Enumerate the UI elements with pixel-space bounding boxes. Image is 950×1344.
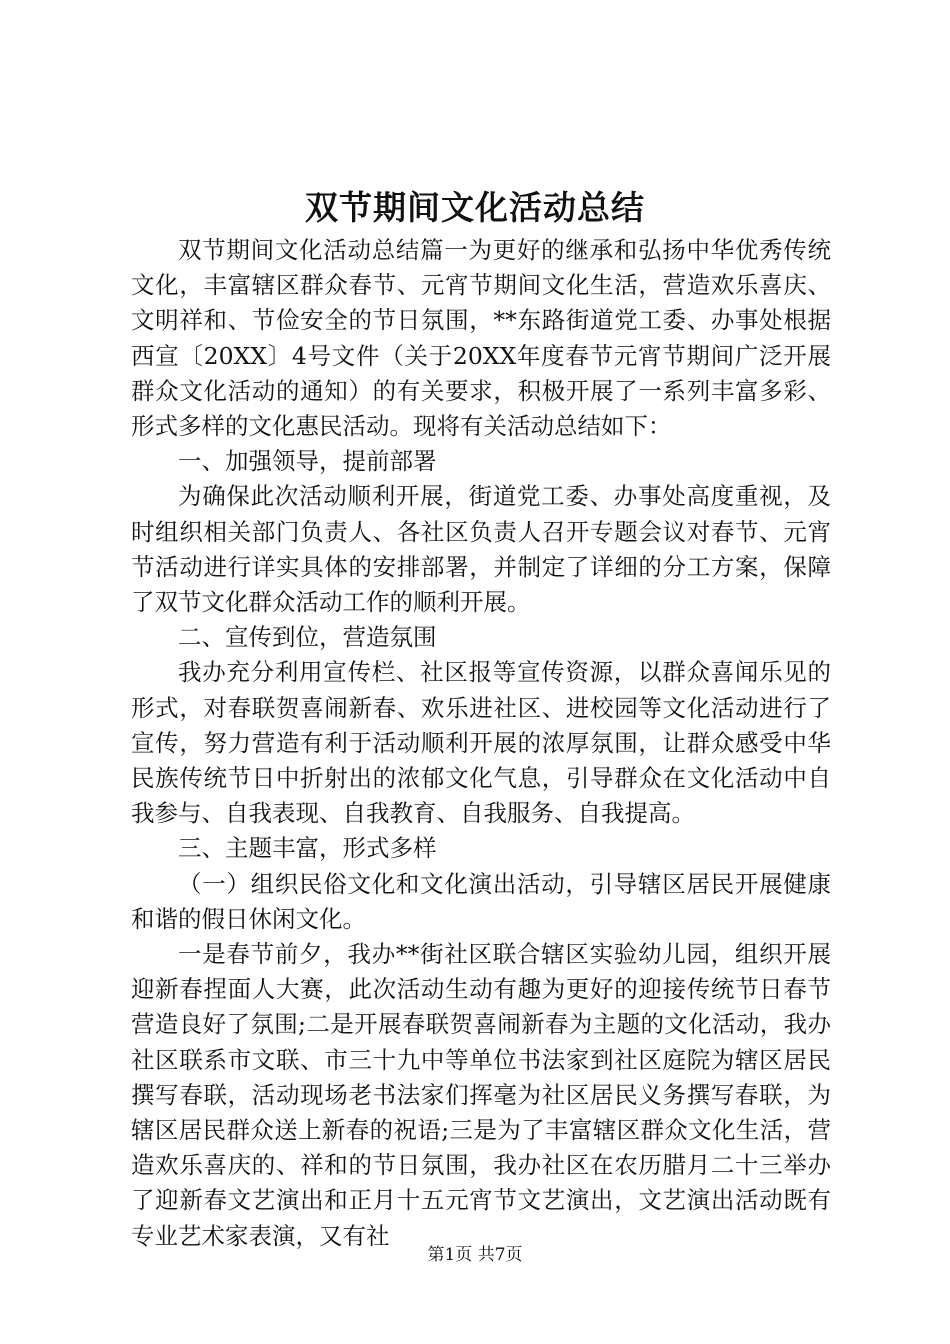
paragraph-subsection-1-detail: 一是春节前夕，我办**街社区联合辖区实验幼儿园，组织开展迎新春捏面人大赛，此次活动生动有趣为更好的迎接传统节日春节营造良好了氛围;二是开展春联贺喜闹新春为主题的文化活动，我办社区联系市文联、市三十九中等单位书法家到社区庭院为辖区居民撰写春联，活动现场老书法家们挥毫为社区居民义务撰写春联，为辖区居民群众送上新春的祝语;三是为了丰富辖区群众文化生活，营造欢乐喜庆的、祥和的节日氛围，我办社区在农历腊月二十三举办了迎新春文艺演出和正月十五元宵节文艺演出，文艺演出活动既有专业艺术家表演，又有社 <box>131 940 831 1250</box>
paragraph-intro: 双节期间文化活动总结篇一为更好的继承和弘扬中华优秀传统文化，丰富辖区群众春节、元宵节期间文化生活，营造欢乐喜庆、文明祥和、节俭安全的节日氛围，**东路街道党工委、办事处根据西宣〔20XX〕4号文件（关于20XX年度春节元宵节期间广泛开展群众文化活动的通知）的有关要求，积极开展了一系列丰富多彩、形式多样的文化惠民活动。现将有关活动总结如下： <box>131 236 831 441</box>
document-title: 双节期间文化活动总结 <box>305 188 645 227</box>
page-number-footer: 第1页 共7页 <box>427 1245 523 1265</box>
section-heading-2: 二、宣传到位，营造氛围 <box>178 623 437 652</box>
section-heading-3: 三、主题丰富，形式多样 <box>178 834 437 863</box>
document-body <box>131 233 831 1254</box>
paragraph-subsection-1: （一）组织民俗文化和文化演出活动，引导辖区居民开展健康和谐的假日休闲文化。 <box>131 869 831 933</box>
paragraph-section-1: 为确保此次活动顺利开展，街道党工委、办事处高度重视，及时组织相关部门负责人、各社区负责人召开专题会议对春节、元宵节活动进行详实具体的安排部署，并制定了详细的分工方案，保障了双节文化群众活动工作的顺利开展。 <box>131 482 831 617</box>
section-heading-1: 一、加强领导，提前部署 <box>178 447 437 476</box>
paragraph-section-2: 我办充分利用宣传栏、社区报等宣传资源，以群众喜闻乐见的形式，对春联贺喜闹新春、欢乐进社区、进校园等文化活动进行了宣传，努力营造有利于活动顺利开展的浓厚氛围，让群众感受中华民族传统节日中折射出的浓郁文化气息，引导群众在文化活动中自我参与、自我表现、自我教育、自我服务、自我提高。 <box>131 658 831 828</box>
